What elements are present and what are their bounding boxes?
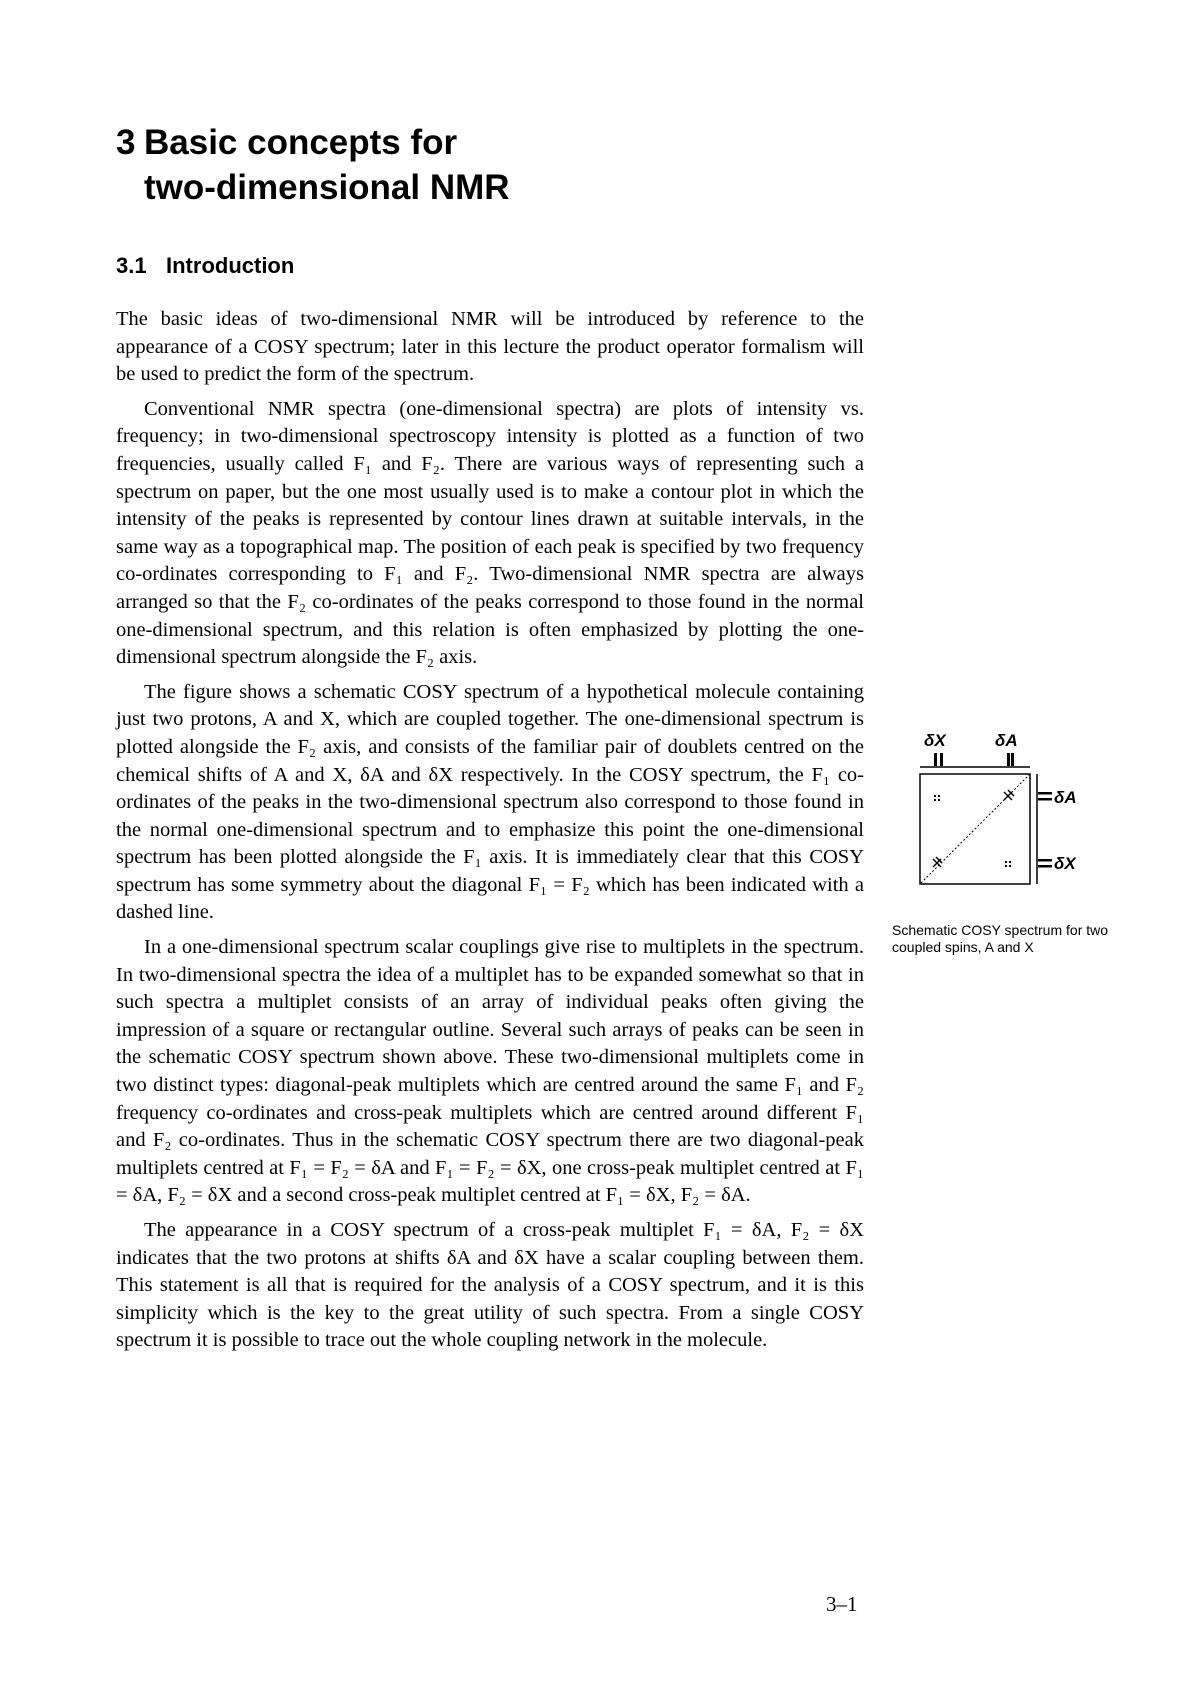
paragraph: In a one-dimensional spectrum scalar couplings give rise to multiplets in the spectrum. In two-dimensional spectra the idea of a multiplet has to be expanded somewhat so that in such spectra a multiplet consists of an array of individual peaks often giving the impression of a square or rectangular outline. Several such arrays of peaks can be seen in the schematic COSY spectrum shown above. These two-dimensional multiplets come in two distinct types: diagonal-peak multiplets which are centred around the same F₁ and F₂ frequency co-ordinates and cross-peak multiplets which are centred around different F₁ and F₂ co-ordinates. Thus in the schematic COSY spectrum there are two diagonal-peak multiplets centred at F₁ = F₂ = δA and F₁ = F₂ = δX, one cross-peak multiplet centred at F₁ = δA, F₂ = δX and a second cross-peak multiplet centred at F₁ = δX, F₂ = δA. (116, 936, 864, 1207)
section-title: Introduction (166, 253, 295, 278)
chapter-number: 3 (116, 123, 136, 162)
chapter-heading (116, 120, 510, 210)
paragraph: The appearance in a COSY spectrum of a cross-peak multiplet F₁ = δA, F₂ = δX indicates that the two protons at shifts δA and δX have a scalar coupling between them. This statement is all that is required for the analysis of a COSY spectrum, and it is this simplicity which is the key to the great utility of such spectra. From a single COSY spectrum it is possible to trace out the whole coupling network in the molecule. (116, 1219, 864, 1352)
paragraph: Conventional NMR spectra (one-dimensional spectra) are plots of intensity vs. frequency; in two-dimensional spectroscopy intensity is plotted as a function of two frequencies, usually called F₁ and F₂. There are various ways of representing such a spectrum on paper, but the one most usually used is to make a contour plot in which the intensity of the peaks is represented by contour lines drawn at suitable intervals, in the same way as a topographical map. The position of each peak is specified by two frequency co-ordinates corresponding to F₁ and F₂. Two-dimensional NMR spectra are always arranged so that the F₂ co-ordinates of the peaks correspond to those found in the normal one-dimensional spectrum, and this relation is often emphasized by plotting the one-dimensional spectrum alongside the F₂ axis. (116, 397, 864, 669)
side-label-delta-x: δX (1054, 854, 1076, 873)
top-label-delta-x: δX (924, 731, 946, 750)
diagonal-peak-multiplet-x (933, 857, 942, 867)
cross-peak-multiplet (1005, 861, 1011, 867)
chapter-title-line2: two-dimensional NMR (144, 168, 510, 207)
figure-caption: Schematic COSY spectrum for two coupled spins, A and X (892, 922, 1109, 955)
paragraph: The basic ideas of two-dimensional NMR will be introduced by reference to the appearance of a COSY spectrum; later in this lecture the product operator formalism will be used to predict the form of the spectrum. (116, 308, 864, 386)
chapter-title-line1: Basic concepts for (144, 123, 458, 162)
section-heading (116, 252, 294, 280)
cosy-figure (890, 728, 1150, 918)
f2-spectrum-peaks (1038, 792, 1052, 868)
body-text (116, 306, 864, 1355)
paragraph: The figure shows a schematic COSY spectrum of a hypothetical molecule containing just two protons, A and X, which are coupled together. The one-dimensional spectrum is plotted alongside the F₂ axis, and consists of the familiar pair of doublets centred on the chemical shifts of A and X, δA and δX respectively. In the COSY spectrum, the F₁ co-ordinates of the peaks in the two-dimensional spectrum also correspond to those found in the normal one-dimensional spectrum and to emphasize this point the one-dimensional spectrum has been plotted alongside the F₁ axis. It is immediately clear that this COSY spectrum has some symmetry about the diagonal F₁ = F₂ which has been indicated with a dashed line. (116, 680, 864, 924)
cosy-diagram (890, 728, 1150, 918)
diagonal-dashed-line (921, 775, 1029, 883)
page-number: 3–1 (826, 1592, 858, 1616)
cross-peak-multiplet (934, 795, 940, 801)
f1-spectrum-peaks (934, 753, 1014, 766)
section-number: 3.1 (116, 253, 147, 278)
top-label-delta-a: δA (995, 731, 1018, 750)
side-label-delta-a: δA (1054, 788, 1077, 807)
